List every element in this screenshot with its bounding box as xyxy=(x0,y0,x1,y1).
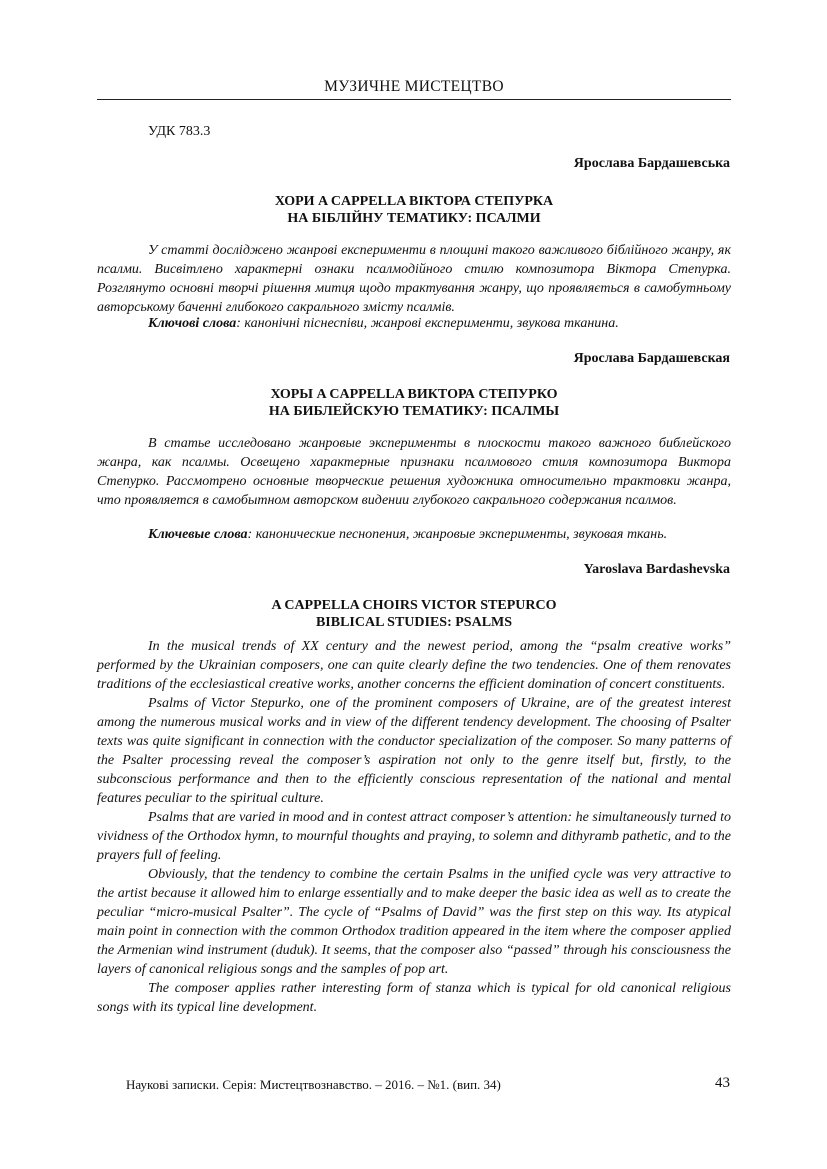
body-paragraph: Obviously, that the tendency to combine the certain Psalms in the unified cycle was very attractive to the artist because it allowed him to enlarge essentially and to make deeper the basic idea as well as to create the peculiar “micro-musical Psalter”. The cycle of “Psalms of David” was the first step on this way. Its atypical main point in connection with the common Orthodox tradition appeared in the item where the composer applied the Armenian wind instrument (duduk). It seems, that the composer also “passed” through his consciousness the layers of canonical religious songs and the samples of pop art. xyxy=(97,867,731,977)
running-header: МУЗИЧНЕ МИСТЕЦТВО xyxy=(97,78,731,100)
body-paragraph: Psalms that are varied in mood and in contest attract composer’s attention: he simultaneously turned to vividness of the Orthodox hymn, to mournful thoughts and praying, to solemn and dithyramb pathetic, and to the prayers full of feeling. xyxy=(97,810,731,863)
journal-citation: Наукові записки. Серія: Мистецтвознавство. – 2016. – №1. (вип. 34) xyxy=(126,1077,501,1092)
abstract-ru: В статье исследовано жанровые эксперименты в плоскости такого важного библейского жанра, как псалмы. Освещено характерные признаки псалмового стиля композитора Виктора Степурко. Рассмотрено основные творческие решения художника относительно трактовки жанра, что проявляется в самобытном авторском видении глубокого сакрального содержания псалмов. xyxy=(97,436,731,508)
title-line-2: НА БИБЛЕЙСКУЮ ТЕМАТИКУ: ПСАЛМЫ xyxy=(268,404,560,419)
title-line-1: A CAPPELLA CHOIRS VICTOR STEPURCO xyxy=(271,598,557,613)
body-paragraph: The composer applies rather interesting form of stanza which is typical for old canonical religious songs with its typical line development. xyxy=(97,981,731,1015)
author-name-en: Yaroslava Bardashevska xyxy=(583,562,730,577)
author-name-ru: Ярослава Бардашевская xyxy=(573,351,730,366)
page-number: 43 xyxy=(715,1075,730,1091)
article-title-ua xyxy=(97,193,731,227)
abstract-ua: У статті досліджено жанрові експерименти в площині такого важливого біблійного жанру, як псалми. Висвітлено характерні ознаки псалмодійного стилю композитора Віктора Степурка. Розглянуто основні творчі рішення митця щодо трактування жанру, що проявляється в самобутньому авторському баченні глибокого сакрального змісту псалмів. xyxy=(97,243,731,315)
title-line-1: ХОРИ A CAPPELLA ВІКТОРА СТЕПУРКА xyxy=(274,194,554,209)
body-paragraph: Psalms of Victor Stepurko, one of the prominent composers of Ukraine, are of the greatest interest among the numerous musical works and in view of the different tendency development. The choosing of Psalter texts was quite significant in connection with the conductor specialization of the composer. So many patterns of the Psalter processing reveal the composer’s aspiration not only to the genre itself but, firstly, to the subconscious performance and then to the efficiently conscious representation of the national and mental features peculiar to the spiritual culture. xyxy=(97,696,731,806)
keywords-text: : канонічні піснеспіви, жанрові експерименти, звукова тканина. xyxy=(236,316,619,331)
title-line-2: НА БІБЛІЙНУ ТЕМАТИКУ: ПСАЛМИ xyxy=(287,211,541,226)
title-line-1: ХОРЫ A CAPPELLA ВИКТОРА СТЕПУРКО xyxy=(270,387,558,402)
keywords-ru xyxy=(97,525,731,544)
article-title-ru xyxy=(97,386,731,420)
author-name-ua: Ярослава Бардашевська xyxy=(573,156,730,171)
article-body xyxy=(97,637,731,1017)
body-paragraph: In the musical trends of XX century and the newest period, among the “psalm creative works” performed by the Ukrainian composers, one can quite clearly define the two tendencies. One of them renovates traditions of the ecclesiastical creative works, another concerns the efficient domination of concert constituents. xyxy=(97,639,731,692)
keywords-label: Ключові слова xyxy=(148,316,237,331)
udk-code: УДК 783.3 xyxy=(148,124,211,139)
title-line-2: BIBLICAL STUDIES: PSALMS xyxy=(315,615,513,630)
article-title-en xyxy=(97,597,731,631)
keywords-ua xyxy=(97,314,731,333)
keywords-text: : канонические песнопения, жанровые эксперименты, звуковая ткань. xyxy=(247,527,668,542)
keywords-label: Ключевые слова xyxy=(148,527,248,542)
